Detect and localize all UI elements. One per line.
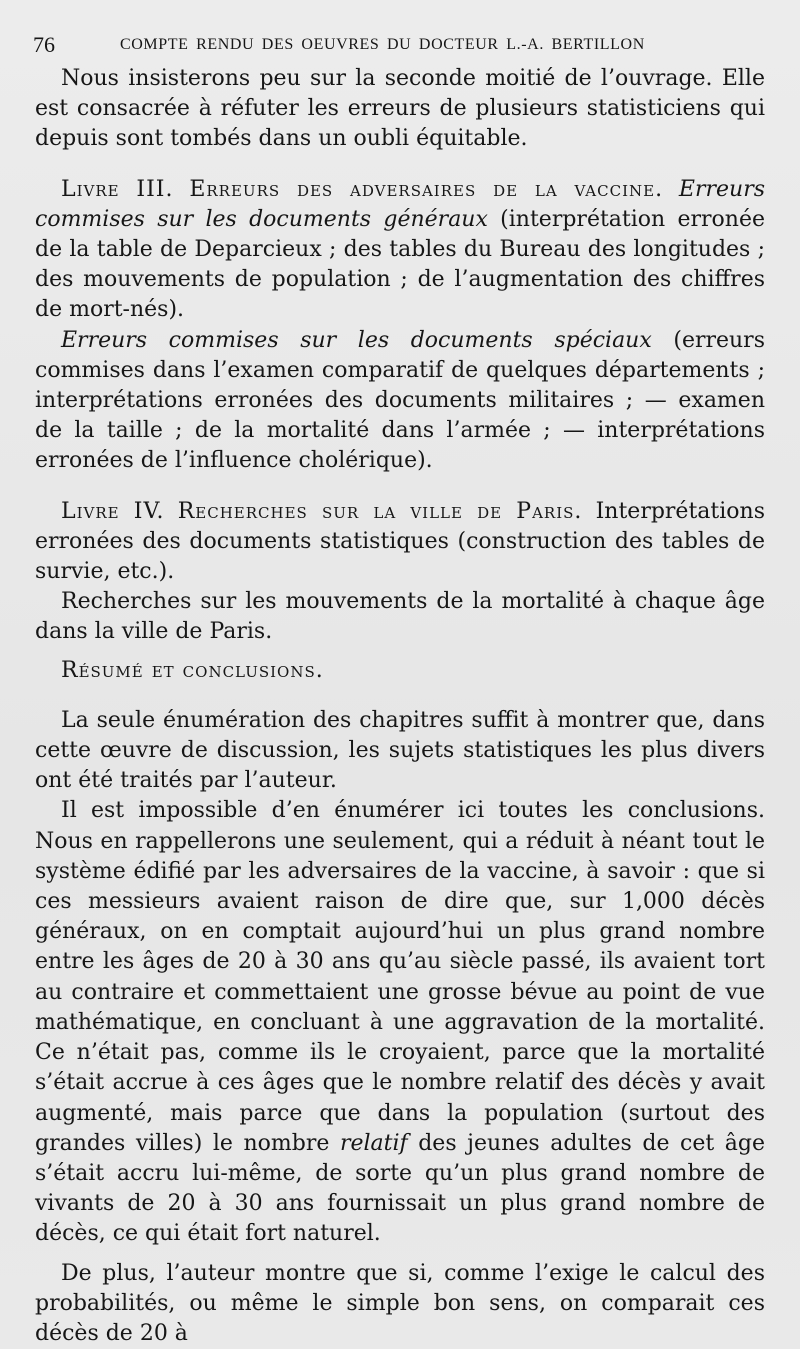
paragraph-intro — [35, 64, 765, 155]
paragraph-conclusions — [35, 796, 765, 1249]
livre-4-rest: Interprétations erronées des documents statistiques (construction des tables de survie, etc.). — [35, 498, 765, 585]
page-body — [35, 64, 765, 1349]
paragraph-de-plus-text: De plus, l’auteur montre que si, comme l’exige le calcul des probabilités, ou même le simple bon sens, on comparait ces décès de 20 à — [35, 1260, 765, 1346]
running-title: COMPTE RENDU DES OEUVRES DU DOCTEUR L.-A. BERTILLON — [120, 36, 645, 53]
paragraph-conclusions-after: des jeunes adultes de cet âge s’était accru lui-même, de sorte qu’un plus grand nombre de vivants de 20 à 30 ans fournissait un plus grand nombre de décès, ce qui était fort naturel. — [35, 1130, 765, 1247]
livre-4-label: Livre IV. — [61, 498, 165, 524]
livre-3b-italic: Erreurs commises sur les documents spéciaux — [61, 327, 652, 353]
paragraph-livre-3 — [35, 175, 765, 326]
paragraph-conclusions-before: Il est impossible d’en énumérer ici toutes les conclusions. Nous en rappellerons une seulement, qui a réduit à néant tout le système édifié par les adversaires de la vaccine, à savoir : que si ces messieurs avaient raison de dire que, sur 1,000 décès généraux, on en comptait aujourd’hui un plus grand nombre entre les âges de 20 à 30 ans qu’au siècle passé, ils avaient tort au contraire et commettaient une grosse bévue au point de vue mathématique, en concluant à une aggravation de la mortalité. Ce n’était pas, comme ils le croyaient, parce que la mortalité s’était accrue à ces âges que le nombre relatif des décès y avait augmenté, mais parce que dans la population (surtout des grandes villes) le nombre — [35, 798, 765, 1156]
livre-4-title: Recherches sur la ville de Paris. — [177, 498, 583, 524]
paragraph-de-plus — [35, 1259, 765, 1349]
resume-title: Résumé et conclusions. — [61, 657, 324, 683]
page-header — [0, 30, 800, 60]
paragraph-conclusions-italic: relatif — [339, 1130, 408, 1156]
paragraph-enumeration-text: La seule énumération des chapitres suffit à montrer que, dans cette œuvre de discussion, les sujets statistiques les plus divers ont été traités par l’auteur. — [35, 707, 765, 794]
paragraph-livre-4 — [35, 497, 765, 588]
page-number: 76 — [33, 32, 55, 57]
paragraph-recherches-paris — [35, 587, 765, 647]
heading-resume — [35, 656, 765, 686]
livre-3b-rest: (erreurs commises dans l’examen comparatif de quelques départements ; interprétations erronées des documents militaires ; — examen de la taille ; de la mortalité dans l’armée ; — interprétations erronées de l’influence cholérique). — [35, 327, 765, 474]
livre-3-italic: Erreurs commises sur les documents généraux — [35, 176, 765, 232]
livre-3-label: Livre III. — [61, 176, 174, 202]
paragraph-recherches-text: Recherches sur les mouvements de la mortalité à chaque âge dans la ville de Paris. — [35, 589, 765, 645]
livre-3-rest: (interprétation erronée de la table de Deparcieux ; des tables du Bureau des longitudes ; des mouvements de population ; de l’augmentation des chiffres de mort-nés). — [35, 206, 765, 323]
paragraph-enumeration — [35, 706, 765, 797]
livre-3-title: Erreurs des adversaires de la vaccine. — [189, 176, 664, 202]
paragraph-intro-text: Nous insisterons peu sur la seconde moitié de l’ouvrage. Elle est consacrée à réfuter les erreurs de plusieurs statisticiens qui depuis sont tombés dans un oubli équitable. — [35, 66, 765, 152]
paragraph-livre-3-documents-speciaux — [35, 326, 765, 477]
